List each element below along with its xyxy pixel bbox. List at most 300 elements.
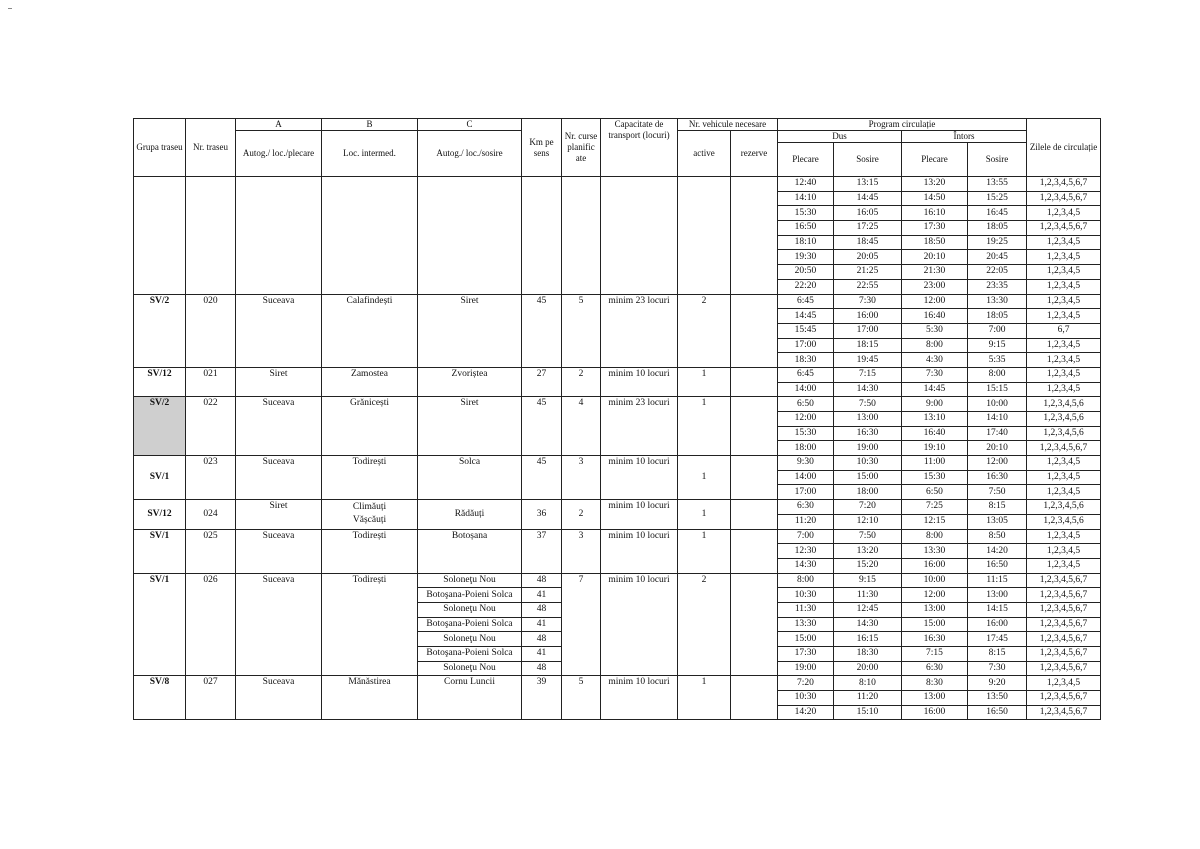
- cell-nr: 026: [186, 573, 236, 676]
- cell-intors-sosire: 8:50: [968, 529, 1027, 544]
- cell-active: [678, 177, 731, 295]
- cell-cap: minim 10 locuri: [601, 367, 678, 396]
- cell-dus-sosire: 7:50: [834, 529, 902, 544]
- cell-intors-plecare: 7:15: [902, 647, 968, 662]
- cell-c: Cornu Luncii: [418, 676, 522, 720]
- cell-intors-plecare: 4:30: [902, 353, 968, 368]
- cell-km: 41: [522, 617, 562, 632]
- cell-curse: 3: [562, 456, 601, 500]
- cell-km: 41: [522, 647, 562, 662]
- cell-km: 48: [522, 602, 562, 617]
- cell-intors-sosire: 16:30: [968, 470, 1027, 485]
- cell-dus-sosire: 11:30: [834, 588, 902, 603]
- cell-dus-sosire: 16:00: [834, 309, 902, 324]
- cell-zilele: 1,2,3,4,5,6: [1027, 412, 1101, 427]
- cell-km: 45: [522, 456, 562, 500]
- cell-grupa: SV/1: [134, 456, 186, 500]
- table-header: [134, 119, 1101, 177]
- cell-dus-plecare: 14:00: [778, 470, 834, 485]
- cell-dus-sosire: 12:45: [834, 602, 902, 617]
- cell-zilele: 1,2,3,4,5,6,7: [1027, 691, 1101, 706]
- cell-intors-plecare: 16:00: [902, 558, 968, 573]
- cell-intors-plecare: 16:00: [902, 705, 968, 720]
- cell-intors-plecare: 16:40: [902, 426, 968, 441]
- cell-intors-sosire: 14:20: [968, 544, 1027, 559]
- cell-zilele: 1,2,3,4,5: [1027, 529, 1101, 544]
- cell-dus-plecare: 6:45: [778, 367, 834, 382]
- cell-active: 1: [678, 456, 731, 500]
- cell-nr: 021: [186, 367, 236, 396]
- cell-b: Todirești: [322, 573, 418, 676]
- cell-a: Suceava: [236, 573, 322, 676]
- table-row: [134, 177, 1101, 192]
- cell-dus-plecare: 12:00: [778, 412, 834, 427]
- cell-rezerve: [731, 573, 778, 676]
- cell-active: 2: [678, 294, 731, 367]
- cell-intors-sosire: 12:00: [968, 456, 1027, 471]
- cell-intors-plecare: 12:15: [902, 514, 968, 529]
- cell-zilele: 1,2,3,4,5,6,7: [1027, 617, 1101, 632]
- cell-dus-plecare: 16:50: [778, 221, 834, 236]
- cell-zilele: 1,2,3,4,5: [1027, 485, 1101, 500]
- table-row: [134, 294, 1101, 309]
- cell-b-line2: Vășcăuți: [352, 515, 387, 526]
- cell-nr: 022: [186, 397, 236, 456]
- cell-dus-sosire: 18:15: [834, 338, 902, 353]
- cell-dus-plecare: 6:45: [778, 294, 834, 309]
- cell-nr: 024: [186, 500, 236, 529]
- cell-intors-sosire: 13:55: [968, 177, 1027, 192]
- cell-b: [322, 177, 418, 295]
- cell-a: Suceava: [236, 294, 322, 367]
- cell-a: Suceava: [236, 529, 322, 573]
- cell-intors-plecare: 7:25: [902, 500, 968, 515]
- cell-km: 37: [522, 529, 562, 573]
- cell-c: Botoşana-Poieni Solca: [418, 647, 522, 662]
- cell-intors-plecare: 18:50: [902, 235, 968, 250]
- cell-intors-plecare: 5:30: [902, 323, 968, 338]
- cell-dus-plecare: 7:20: [778, 676, 834, 691]
- cell-zilele: 1,2,3,4,5,6,7: [1027, 573, 1101, 588]
- header-dus-sosire: Sosire: [834, 143, 902, 177]
- cell-b: Todirești: [322, 529, 418, 573]
- cell-intors-sosire: 16:50: [968, 705, 1027, 720]
- cell-intors-sosire: 16:45: [968, 206, 1027, 221]
- cell-grupa: SV/12: [134, 500, 186, 529]
- cell-zilele: 1,2,3,4,5: [1027, 206, 1101, 221]
- cell-c: Soloneţu Nou: [418, 661, 522, 676]
- cell-intors-sosire: 16:00: [968, 617, 1027, 632]
- cell-cap: minim 10 locuri: [601, 529, 678, 573]
- cell-zilele: 1,2,3,4,5: [1027, 294, 1101, 309]
- cell-active: 1: [678, 397, 731, 456]
- cell-cap: minim 10 locuri: [601, 500, 678, 529]
- cell-km: [522, 177, 562, 295]
- cell-dus-plecare: 15:00: [778, 632, 834, 647]
- cell-dus-plecare: 15:30: [778, 206, 834, 221]
- cell-dus-sosire: 16:05: [834, 206, 902, 221]
- header-nr-curse: Nr. curse planific ate: [562, 119, 601, 177]
- header-dus-plecare: Plecare: [778, 143, 834, 177]
- cell-grupa: SV/2: [134, 397, 186, 456]
- cell-dus-sosire: 14:45: [834, 191, 902, 206]
- cell-dus-plecare: 12:40: [778, 177, 834, 192]
- header-col-b: B: [322, 119, 418, 131]
- cell-intors-sosire: 14:10: [968, 412, 1027, 427]
- cell-c: [418, 177, 522, 295]
- cell-dus-sosire: 8:10: [834, 676, 902, 691]
- cell-dus-plecare: 20:50: [778, 265, 834, 280]
- cell-dus-plecare: 18:00: [778, 441, 834, 456]
- cell-dus-sosire: 15:10: [834, 705, 902, 720]
- header-autog-plecare: Autog./ loc./plecare: [236, 131, 322, 177]
- cell-c: Soloneţu Nou: [418, 573, 522, 588]
- cell-dus-plecare: 17:00: [778, 485, 834, 500]
- header-intors-plecare: Plecare: [902, 143, 968, 177]
- table-row: [134, 573, 1101, 588]
- cell-intors-plecare: 6:50: [902, 485, 968, 500]
- cell-intors-sosire: 13:30: [968, 294, 1027, 309]
- cell-a: Suceava: [236, 397, 322, 456]
- cell-intors-plecare: 11:00: [902, 456, 968, 471]
- cell-active: 1: [678, 500, 731, 529]
- cell-active: 2: [678, 573, 731, 676]
- cell-rezerve: [731, 367, 778, 396]
- cell-intors-plecare: 12:00: [902, 588, 968, 603]
- cell-dus-sosire: 7:15: [834, 367, 902, 382]
- cell-intors-plecare: 10:00: [902, 573, 968, 588]
- cell-km: 45: [522, 294, 562, 367]
- table-row: [134, 676, 1101, 691]
- cell-zilele: 1,2,3,4,5,6: [1027, 514, 1101, 529]
- cell-c: Soloneţu Nou: [418, 632, 522, 647]
- cell-dus-sosire: 12:10: [834, 514, 902, 529]
- cell-c: Botoșana: [418, 529, 522, 573]
- cell-nr: 025: [186, 529, 236, 573]
- cell-dus-sosire: 20:00: [834, 661, 902, 676]
- cell-intors-plecare: 13:10: [902, 412, 968, 427]
- cell-intors-sosire: 9:15: [968, 338, 1027, 353]
- cell-zilele: 1,2,3,4,5,6,7: [1027, 602, 1101, 617]
- cell-c: Zvoriștea: [418, 367, 522, 396]
- cell-b: Zamostea: [322, 367, 418, 396]
- cell-dus-plecare: 11:20: [778, 514, 834, 529]
- header-zilele: Zilele de circulație: [1027, 119, 1101, 177]
- scan-mark: [8, 8, 12, 9]
- cell-a: Suceava: [236, 676, 322, 720]
- cell-intors-plecare: 6:30: [902, 661, 968, 676]
- cell-dus-plecare: 14:45: [778, 309, 834, 324]
- cell-grupa: [134, 177, 186, 295]
- cell-zilele: 1,2,3,4,5,6,7: [1027, 191, 1101, 206]
- cell-dus-sosire: 20:05: [834, 250, 902, 265]
- cell-zilele: 1,2,3,4,5: [1027, 265, 1101, 280]
- cell-dus-plecare: 6:50: [778, 397, 834, 412]
- cell-dus-sosire: 21:25: [834, 265, 902, 280]
- cell-zilele: 1,2,3,4,5: [1027, 250, 1101, 265]
- cell-nr: 027: [186, 676, 236, 720]
- cell-b: Calafindești: [322, 294, 418, 367]
- cell-dus-sosire: 17:25: [834, 221, 902, 236]
- cell-zilele: 1,2,3,4,5,6,7: [1027, 661, 1101, 676]
- cell-zilele: 6,7: [1027, 323, 1101, 338]
- cell-dus-sosire: 11:20: [834, 691, 902, 706]
- cell-intors-sosire: 20:45: [968, 250, 1027, 265]
- cell-zilele: 1,2,3,4,5,6,7: [1027, 647, 1101, 662]
- cell-dus-sosire: 9:15: [834, 573, 902, 588]
- cell-intors-sosire: 22:05: [968, 265, 1027, 280]
- cell-b-line1: Climăuți: [352, 502, 387, 513]
- cell-dus-sosire: 13:00: [834, 412, 902, 427]
- cell-dus-plecare: 10:30: [778, 691, 834, 706]
- cell-intors-sosire: 10:00: [968, 397, 1027, 412]
- cell-rezerve: [731, 397, 778, 456]
- cell-dus-plecare: 22:20: [778, 279, 834, 294]
- cell-nr: 023: [186, 456, 236, 500]
- cell-c: Siret: [418, 397, 522, 456]
- cell-dus-plecare: 14:10: [778, 191, 834, 206]
- cell-intors-plecare: 14:50: [902, 191, 968, 206]
- cell-intors-plecare: 13:20: [902, 177, 968, 192]
- cell-dus-sosire: 18:00: [834, 485, 902, 500]
- cell-dus-sosire: 15:20: [834, 558, 902, 573]
- cell-dus-plecare: 19:30: [778, 250, 834, 265]
- cell-cap: minim 10 locuri: [601, 456, 678, 500]
- header-loc-intermed: Loc. intermed.: [322, 131, 418, 177]
- cell-dus-plecare: 17:30: [778, 647, 834, 662]
- cell-dus-plecare: 7:00: [778, 529, 834, 544]
- cell-dus-sosire: 17:00: [834, 323, 902, 338]
- cell-curse: [562, 177, 601, 295]
- header-capacitate: Capacitate de transport (locuri): [601, 119, 678, 177]
- cell-km: 39: [522, 676, 562, 720]
- cell-intors-sosire: 13:05: [968, 514, 1027, 529]
- cell-curse: 5: [562, 294, 601, 367]
- header-km-pe-sens: Km pe sens: [522, 119, 562, 177]
- cell-zilele: 1,2,3,4,5: [1027, 235, 1101, 250]
- header-intors: Întors: [902, 131, 1027, 143]
- cell-c: Soloneţu Nou: [418, 602, 522, 617]
- header-program: Program circulație: [778, 119, 1027, 131]
- cell-intors-plecare: 16:30: [902, 632, 968, 647]
- cell-intors-plecare: 8:00: [902, 338, 968, 353]
- cell-active: 1: [678, 676, 731, 720]
- cell-rezerve: [731, 676, 778, 720]
- table-row: [134, 529, 1101, 544]
- cell-active: 1: [678, 529, 731, 573]
- cell-dus-plecare: 15:30: [778, 426, 834, 441]
- cell-intors-plecare: 7:30: [902, 367, 968, 382]
- cell-km: 27: [522, 367, 562, 396]
- cell-intors-sosire: 19:25: [968, 235, 1027, 250]
- cell-intors-plecare: 23:00: [902, 279, 968, 294]
- cell-dus-sosire: 22:55: [834, 279, 902, 294]
- cell-dus-plecare: 18:30: [778, 353, 834, 368]
- cell-dus-plecare: 8:00: [778, 573, 834, 588]
- header-autog-sosire: Autog./ loc./sosire: [418, 131, 522, 177]
- cell-intors-sosire: 13:50: [968, 691, 1027, 706]
- cell-cap: minim 23 locuri: [601, 294, 678, 367]
- cell-zilele: 1,2,3,4,5: [1027, 279, 1101, 294]
- cell-zilele: 1,2,3,4,5,6,7: [1027, 177, 1101, 192]
- header-grupa-traseu: Grupa traseu: [134, 119, 186, 177]
- cell-nr: 020: [186, 294, 236, 367]
- cell-a: Siret: [236, 367, 322, 396]
- cell-zilele: 1,2,3,4,5,6,7: [1027, 441, 1101, 456]
- cell-dus-plecare: 12:30: [778, 544, 834, 559]
- cell-intors-sosire: 5:35: [968, 353, 1027, 368]
- cell-dus-plecare: 10:30: [778, 588, 834, 603]
- cell-zilele: 1,2,3,4,5: [1027, 338, 1101, 353]
- cell-zilele: 1,2,3,4,5,6: [1027, 426, 1101, 441]
- cell-zilele: 1,2,3,4,5: [1027, 544, 1101, 559]
- cell-zilele: 1,2,3,4,5: [1027, 456, 1101, 471]
- cell-intors-sosire: 8:15: [968, 500, 1027, 515]
- cell-a: Siret: [236, 500, 322, 529]
- cell-dus-sosire: 7:30: [834, 294, 902, 309]
- cell-c: Rădăuți: [418, 500, 522, 529]
- cell-intors-sosire: 15:15: [968, 382, 1027, 397]
- cell-intors-plecare: 8:00: [902, 529, 968, 544]
- cell-grupa: SV/8: [134, 676, 186, 720]
- cell-dus-sosire: 10:30: [834, 456, 902, 471]
- cell-intors-sosire: 18:05: [968, 221, 1027, 236]
- cell-zilele: 1,2,3,4,5,6,7: [1027, 632, 1101, 647]
- cell-c: Botoşana-Poieni Solca: [418, 617, 522, 632]
- cell-dus-plecare: 6:30: [778, 500, 834, 515]
- cell-grupa: SV/2: [134, 294, 186, 367]
- cell-rezerve: [731, 177, 778, 295]
- cell-zilele: 1,2,3,4,5: [1027, 676, 1101, 691]
- cell-zilele: 1,2,3,4,5: [1027, 353, 1101, 368]
- cell-b: [322, 500, 418, 529]
- cell-b: Grănicești: [322, 397, 418, 456]
- cell-zilele: 1,2,3,4,5,6,7: [1027, 588, 1101, 603]
- cell-b: Mănăstirea: [322, 676, 418, 720]
- cell-km: 48: [522, 573, 562, 588]
- cell-intors-sosire: 17:40: [968, 426, 1027, 441]
- cell-dus-plecare: 19:00: [778, 661, 834, 676]
- cell-c: Siret: [418, 294, 522, 367]
- cell-dus-sosire: 15:00: [834, 470, 902, 485]
- cell-dus-plecare: 11:30: [778, 602, 834, 617]
- cell-intors-plecare: 13:00: [902, 602, 968, 617]
- cell-dus-sosire: 16:15: [834, 632, 902, 647]
- header-col-a: A: [236, 119, 322, 131]
- cell-km: 48: [522, 632, 562, 647]
- cell-curse: 5: [562, 676, 601, 720]
- cell-intors-sosire: 8:15: [968, 647, 1027, 662]
- cell-intors-plecare: 14:45: [902, 382, 968, 397]
- cell-intors-sosire: 18:05: [968, 309, 1027, 324]
- cell-dus-plecare: 17:00: [778, 338, 834, 353]
- cell-dus-sosire: 14:30: [834, 617, 902, 632]
- cell-grupa: SV/1: [134, 529, 186, 573]
- cell-intors-plecare: 12:00: [902, 294, 968, 309]
- cell-intors-plecare: 19:10: [902, 441, 968, 456]
- cell-intors-sosire: 13:00: [968, 588, 1027, 603]
- cell-dus-plecare: 14:20: [778, 705, 834, 720]
- cell-b: Todirești: [322, 456, 418, 500]
- cell-intors-sosire: 7:00: [968, 323, 1027, 338]
- cell-km: 41: [522, 588, 562, 603]
- cell-curse: 7: [562, 573, 601, 676]
- cell-zilele: 1,2,3,4,5: [1027, 382, 1101, 397]
- cell-dus-plecare: 15:45: [778, 323, 834, 338]
- cell-intors-sosire: 7:50: [968, 485, 1027, 500]
- cell-zilele: 1,2,3,4,5: [1027, 367, 1101, 382]
- cell-grupa: SV/12: [134, 367, 186, 396]
- cell-intors-plecare: 15:00: [902, 617, 968, 632]
- header-col-c: C: [418, 119, 522, 131]
- cell-zilele: 1,2,3,4,5,6,7: [1027, 221, 1101, 236]
- schedule-table: [133, 118, 1101, 720]
- cell-zilele: 1,2,3,4,5: [1027, 309, 1101, 324]
- table-row: [134, 367, 1101, 382]
- cell-km: 36: [522, 500, 562, 529]
- cell-intors-sosire: 9:20: [968, 676, 1027, 691]
- cell-zilele: 1,2,3,4,5: [1027, 558, 1101, 573]
- cell-dus-plecare: 14:00: [778, 382, 834, 397]
- cell-intors-sosire: 14:15: [968, 602, 1027, 617]
- cell-intors-sosire: 16:50: [968, 558, 1027, 573]
- cell-nr: [186, 177, 236, 295]
- cell-dus-sosire: 18:30: [834, 647, 902, 662]
- cell-dus-plecare: 18:10: [778, 235, 834, 250]
- cell-active: 1: [678, 367, 731, 396]
- header-dus: Dus: [778, 131, 902, 143]
- cell-dus-sosire: 7:20: [834, 500, 902, 515]
- cell-intors-sosire: 15:25: [968, 191, 1027, 206]
- cell-zilele: 1,2,3,4,5,6,7: [1027, 705, 1101, 720]
- cell-dus-sosire: 19:45: [834, 353, 902, 368]
- cell-intors-sosire: 8:00: [968, 367, 1027, 382]
- cell-intors-plecare: 9:00: [902, 397, 968, 412]
- cell-dus-plecare: 9:30: [778, 456, 834, 471]
- cell-dus-sosire: 14:30: [834, 382, 902, 397]
- cell-km: 45: [522, 397, 562, 456]
- cell-intors-plecare: 16:10: [902, 206, 968, 221]
- cell-intors-sosire: 17:45: [968, 632, 1027, 647]
- table-row: [134, 397, 1101, 412]
- table-row: [134, 500, 1101, 515]
- cell-zilele: 1,2,3,4,5,6: [1027, 397, 1101, 412]
- cell-rezerve: [731, 500, 778, 529]
- cell-a: Suceava: [236, 456, 322, 500]
- cell-c: Botoşana-Poieni Solca: [418, 588, 522, 603]
- table-body: [134, 177, 1101, 720]
- table-row: [134, 456, 1101, 471]
- cell-curse: 2: [562, 367, 601, 396]
- cell-intors-plecare: 16:40: [902, 309, 968, 324]
- cell-cap: minim 23 locuri: [601, 397, 678, 456]
- header-nr-traseu: Nr. traseu: [186, 119, 236, 177]
- cell-curse: 4: [562, 397, 601, 456]
- cell-a: [236, 177, 322, 295]
- cell-grupa: SV/1: [134, 573, 186, 676]
- cell-dus-sosire: 7:50: [834, 397, 902, 412]
- cell-intors-plecare: 8:30: [902, 676, 968, 691]
- cell-intors-plecare: 13:00: [902, 691, 968, 706]
- cell-zilele: 1,2,3,4,5: [1027, 470, 1101, 485]
- cell-intors-plecare: 21:30: [902, 265, 968, 280]
- cell-dus-plecare: 14:30: [778, 558, 834, 573]
- cell-intors-plecare: 17:30: [902, 221, 968, 236]
- cell-intors-plecare: 13:30: [902, 544, 968, 559]
- cell-cap: [601, 177, 678, 295]
- cell-zilele: 1,2,3,4,5,6: [1027, 500, 1101, 515]
- cell-intors-sosire: 20:10: [968, 441, 1027, 456]
